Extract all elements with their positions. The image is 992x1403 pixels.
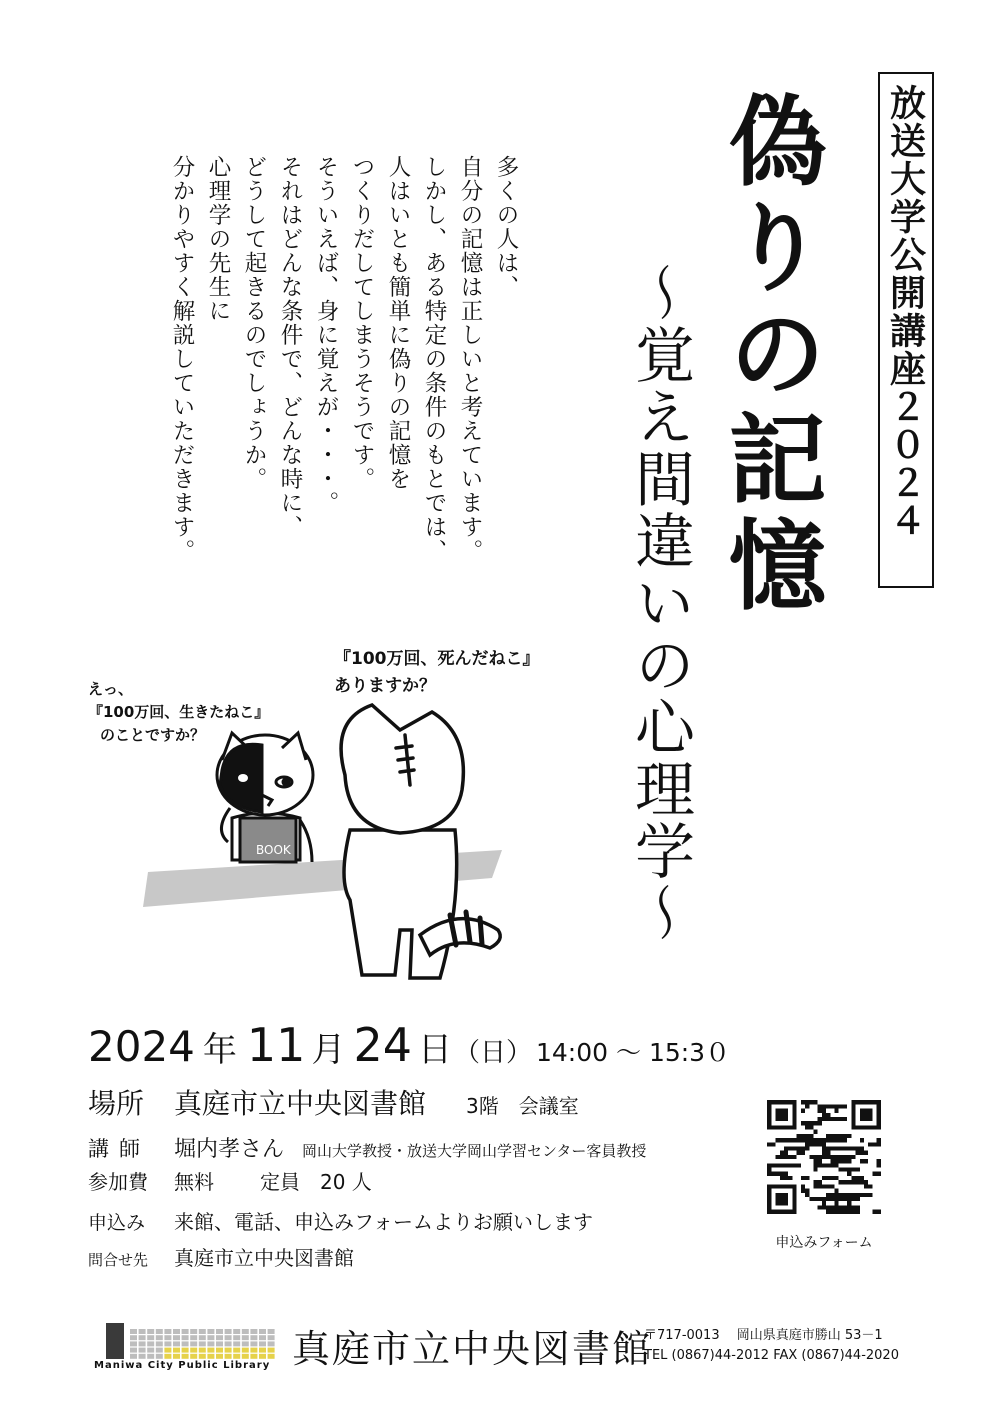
intro-line: つくりだしてしまうそうです。 [349, 155, 375, 491]
lecturer-label: 講師 [88, 1137, 150, 1161]
qr-code[interactable] [763, 1096, 885, 1218]
intro-line: 多くの人は、 [493, 155, 519, 299]
main-title: 偽りの記憶 [712, 90, 826, 620]
lecturer-row [88, 1132, 646, 1163]
intro-line: どうして起きるのでしょうか。 [241, 155, 267, 491]
capacity-label: 定員 [260, 1170, 300, 1194]
cats-illustration [130, 700, 530, 1000]
footer-contact: TEL (0867)44-2012 FAX (0867)44-2020 [644, 1348, 899, 1363]
apply-value: 来館、電話、申込みフォームよりお願いします [174, 1210, 593, 1234]
place-room: 3階 会議室 [466, 1094, 579, 1118]
intro-text [164, 155, 524, 575]
intro-line: 心理学の先生に [205, 155, 231, 323]
speech-line: のことですか？ [100, 726, 206, 744]
event-date [88, 1018, 730, 1078]
speech-line: 『100万回、死んだねこ』 [334, 649, 540, 669]
date-day: 24 [353, 1018, 412, 1072]
footer-address [644, 1326, 899, 1366]
date-month-unit: 月 [311, 1030, 346, 1070]
fee-row [88, 1166, 372, 1195]
intro-line: そういえば、身に覚えが・・・。 [313, 155, 339, 515]
date-weekday: （日） [453, 1038, 532, 1068]
apply-row [88, 1206, 593, 1235]
intro-line: 分かりやすく解説していただきます。 [169, 155, 195, 563]
footer-library-name: 真庭市立中央図書館 [292, 1327, 653, 1371]
date-time: 14:00 ～ 15:3０ [536, 1038, 731, 1067]
place-value: 真庭市立中央図書館 [174, 1087, 427, 1120]
sub-title: ～覚え間違いの心理学～ [625, 262, 695, 944]
date-year-unit: 年 [202, 1030, 237, 1070]
date-day-unit: 日 [417, 1030, 452, 1070]
contact-label: 問合せ先 [88, 1251, 149, 1269]
speech-line: えっ、 [88, 680, 134, 698]
fee-value: 無料 [174, 1170, 214, 1194]
logo-text: Maniwa City Public Library [94, 1360, 271, 1371]
lecturer-name: 堀内孝さん [174, 1137, 285, 1162]
intro-line: それはどんな条件で、どんな時に、 [277, 155, 303, 539]
speech-right [334, 646, 540, 700]
intro-line: しかし、ある特定の条件のもとでは、 [421, 155, 447, 563]
capacity-value: 20 人 [320, 1170, 372, 1194]
intro-line: 人はいとも簡単に偽りの記憶を [385, 155, 411, 491]
place-label: 場所 [88, 1087, 145, 1120]
lecturer-title: 岡山大学教授・放送大学岡山学習センター客員教授 [302, 1142, 647, 1160]
walking-cat [341, 705, 500, 978]
series-box [878, 72, 934, 588]
date-month: 11 [246, 1018, 306, 1072]
footer-postal: 〒717-0013 岡山県真庭市勝山 53－1 [644, 1328, 883, 1343]
contact-row [88, 1242, 354, 1271]
qr-caption: 申込みフォーム [775, 1235, 873, 1251]
series-label: 放送大学公開講座２０２４ [884, 84, 927, 540]
fee-label: 参加費 [88, 1170, 148, 1194]
speech-line: 『100万回、生きたねこ』 [88, 703, 270, 721]
apply-label: 申込み [88, 1212, 146, 1234]
contact-value: 真庭市立中央図書館 [174, 1246, 354, 1270]
place-row [88, 1082, 579, 1122]
date-year: 2024 [88, 1022, 195, 1071]
apron-label: BOOK [256, 843, 291, 857]
intro-line: 自分の記憶は正しいと考えています。 [457, 155, 483, 563]
speech-line: ありますか？ [334, 676, 436, 696]
